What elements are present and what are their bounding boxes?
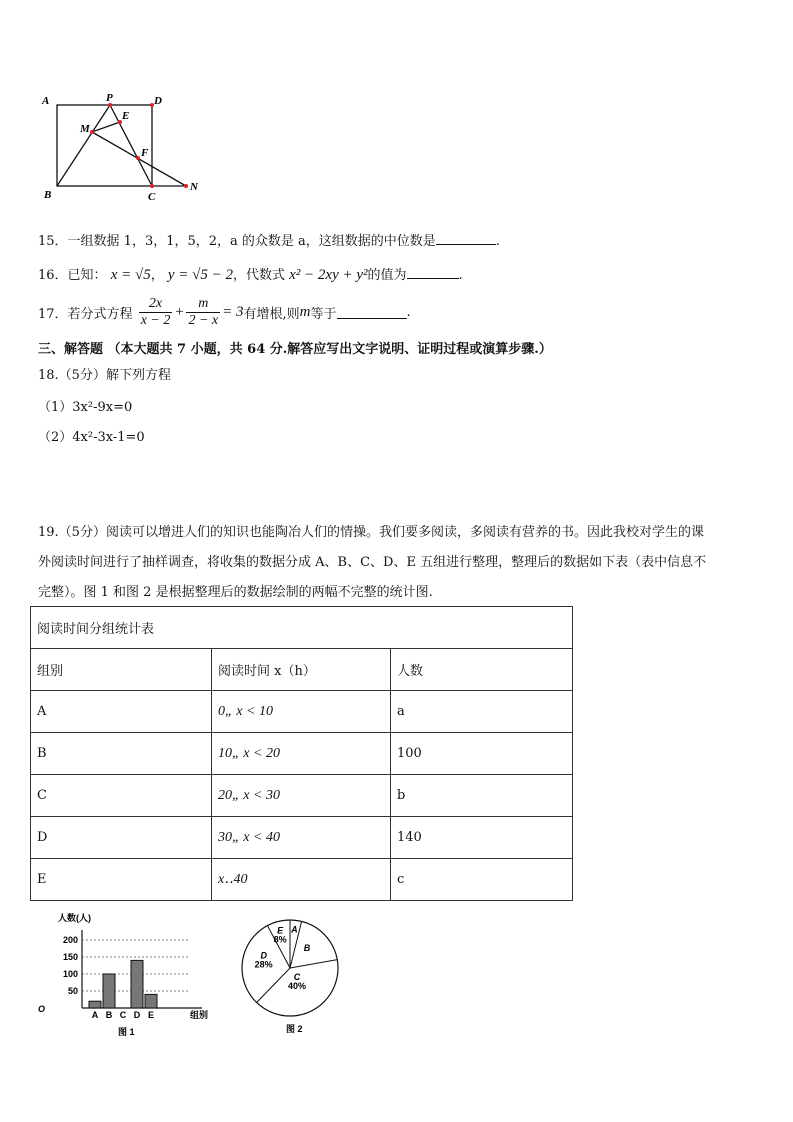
- q19-line3: 完整）。图 1 和图 2 是根据整理后的数据绘制的两幅不完整的统计图.: [38, 585, 433, 600]
- label-e: E: [122, 110, 130, 122]
- bar-chart-figure-1: [30, 910, 220, 1040]
- pie-slice-label-C: C: [293, 972, 301, 983]
- table-row: [31, 817, 573, 859]
- cell-time: 20„ x < 30: [212, 775, 391, 817]
- bar-D: [131, 960, 143, 1008]
- pie-slice-label-B: B: [303, 943, 311, 954]
- q17-equals: = 3: [222, 304, 244, 320]
- bar-chart-title: 图 1: [118, 1027, 135, 1037]
- point-n: [184, 184, 188, 188]
- label-a: A: [42, 95, 50, 107]
- table-row: [31, 691, 573, 733]
- bar-chart-xlabel: 组别: [190, 1010, 209, 1020]
- fraction-2-denominator: 2 − x: [188, 313, 219, 328]
- q17-end: .: [406, 305, 411, 320]
- label-d: D: [154, 95, 162, 107]
- table-row: [31, 733, 573, 775]
- label-m: M: [80, 123, 90, 135]
- x-tick-label: A: [91, 1010, 99, 1020]
- question-15: [38, 230, 500, 249]
- pie-slice-label-E: E: [277, 925, 284, 936]
- q17-lead: 17．若分式方程: [38, 307, 133, 322]
- label-f: F: [141, 147, 149, 159]
- x-tick-label: E: [147, 1010, 155, 1020]
- segment-bp: [57, 105, 110, 186]
- q16-sep: ，: [150, 268, 164, 283]
- q19-line1: 19.（5分）阅读可以增进人们的知识也能陶冶人们的情操。我们要多阅读，多阅读有营养的书。因此我校对学生的课: [38, 525, 704, 540]
- cell-count: a: [391, 691, 573, 733]
- cell-time: 10„ x < 20: [212, 733, 391, 775]
- bar-E: [145, 994, 157, 1008]
- q16-y-expr: y = √5 − 2: [167, 267, 233, 283]
- bar-A: [89, 1001, 101, 1008]
- y-tick-label: 50: [67, 986, 78, 996]
- geometry-figure: [38, 92, 208, 204]
- cell-count: b: [391, 775, 573, 817]
- cell-count: 100: [391, 733, 573, 775]
- reading-time-table: [30, 606, 573, 901]
- bar-chart-origin: O: [38, 1004, 46, 1014]
- fraction-1-denominator: x − 2: [140, 313, 171, 328]
- y-tick-label: 150: [62, 952, 78, 962]
- cell-time: 30„ x < 40: [212, 817, 391, 859]
- question-17: [38, 296, 411, 329]
- cell-group: C: [31, 775, 212, 817]
- q17-tail1: 有增根,则: [243, 307, 300, 322]
- label-b: B: [44, 189, 52, 201]
- rectangle-abcd: [57, 105, 152, 186]
- label-p: P: [106, 92, 113, 104]
- point-c: [150, 184, 154, 188]
- q15-text: 15．一组数据 1，3，1，5，2，a 的众数是 a，这组数据的中位数是: [38, 234, 436, 249]
- cell-time: 0„ x < 10: [212, 691, 391, 733]
- header-count: 人数: [391, 649, 573, 691]
- fraction-1: [139, 296, 173, 329]
- q16-lead: 16．已知：: [38, 268, 107, 283]
- cell-group: B: [31, 733, 212, 775]
- q16-expression: x² − 2xy + y²: [289, 267, 368, 283]
- pie-chart-title: 图 2: [286, 1024, 303, 1034]
- header-time: 阅读时间 x（h）: [212, 649, 391, 691]
- cell-group: E: [31, 859, 212, 901]
- pie-slice-percent-D: 28%: [254, 959, 273, 970]
- q17-var: m: [299, 304, 311, 320]
- x-tick-label: B: [105, 1010, 113, 1020]
- q16-end: .: [458, 268, 463, 283]
- table-title: 阅读时间分组统计表: [31, 607, 573, 649]
- bar-B: [103, 974, 115, 1008]
- label-n: N: [190, 181, 198, 193]
- q16-mid: ，代数式: [233, 268, 286, 283]
- q17-plus: +: [174, 304, 185, 320]
- q18-part2: （2）4x²-3x-1=0: [38, 430, 145, 445]
- y-tick-label: 100: [62, 969, 78, 979]
- point-m: [90, 130, 94, 134]
- q16-x-expr: x = √5: [110, 267, 151, 283]
- header-group: 组别: [31, 649, 212, 691]
- table-row: [31, 775, 573, 817]
- pie-slice-percent-E: 8%: [273, 934, 287, 945]
- pie-chart-figure-2: [238, 912, 353, 1037]
- question-16: [38, 264, 463, 284]
- q19-line2: 外阅读时间进行了抽样调查，将收集的数据分成 A、B、C、D、E 五组进行整理，整理后的数据如下表（表中信息不: [38, 555, 707, 570]
- pie-slice-label-D: D: [260, 950, 267, 961]
- q18-part1: （1）3x²-9x=0: [38, 400, 133, 415]
- cell-group: D: [31, 817, 212, 859]
- point-f: [136, 156, 140, 160]
- answer-blank-15[interactable]: [436, 232, 496, 245]
- section-3-title: 三、解答题 （本大题共 7 小题，共 64 分.解答应写出文字说明、证明过程或演算步骤.）: [38, 342, 552, 357]
- x-tick-label: C: [119, 1010, 127, 1020]
- y-tick-label: 200: [62, 935, 78, 945]
- cell-group: A: [31, 691, 212, 733]
- q17-tail2: 等于: [310, 307, 337, 322]
- q15-end: .: [495, 234, 500, 249]
- cell-time: x‥40: [212, 859, 391, 901]
- pie-slice-percent-C: 40%: [287, 981, 307, 992]
- pie-slice-label-A: A: [291, 924, 298, 935]
- fraction-2-numerator: m: [186, 296, 220, 313]
- x-tick-label: D: [133, 1010, 141, 1020]
- table-header-row: [31, 649, 573, 691]
- label-c: C: [148, 191, 156, 203]
- q18-title: 18.（5分）解下列方程: [38, 368, 171, 383]
- table-title-row: [31, 607, 573, 649]
- cell-count: 140: [391, 817, 573, 859]
- q16-tail: 的值为: [367, 268, 407, 283]
- answer-blank-16[interactable]: [407, 266, 459, 279]
- answer-blank-17[interactable]: [337, 306, 407, 319]
- table-row: [31, 859, 573, 901]
- fraction-1-numerator: 2x: [139, 296, 173, 313]
- cell-count: c: [391, 859, 573, 901]
- fraction-2: [186, 296, 220, 329]
- bar-chart-ylabel: 人数(人): [58, 913, 91, 923]
